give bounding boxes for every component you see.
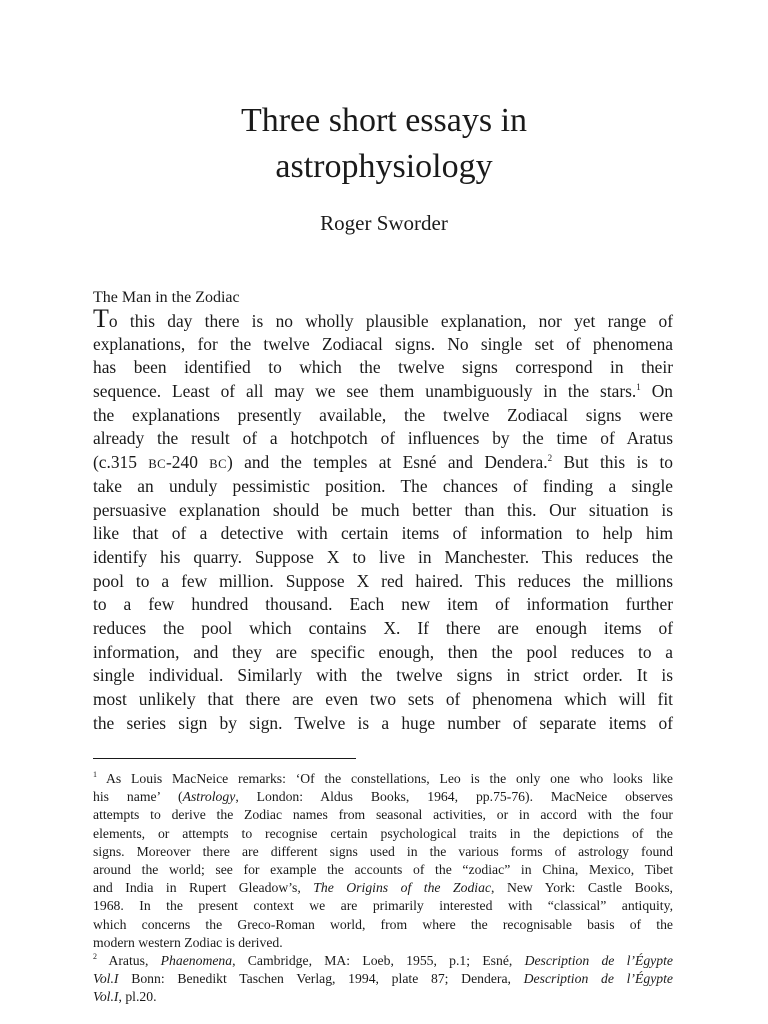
text-line: the series sign by sign. Twelve is a huge number of separate items of xyxy=(93,712,673,733)
footnote-1-line: his name’ (Astrology, London: Aldus Books, 1964, pp.75-76). MacNeice observes xyxy=(93,789,673,805)
footnote-1-line: signs. Moreover there are different signs used in the various forms of astrology found xyxy=(93,843,673,859)
footnote-ref-1[interactable]: 1 xyxy=(636,382,641,393)
footnote-1-line: 1968. In the present context we are primarily interested with “classical” antiquity, xyxy=(93,898,673,914)
text-line: has been identified to which the twelve signs correspond in their xyxy=(93,357,673,378)
footnote-2-line: $^2$ Aratus, Phaenomena, Cambridge, MA: Loeb, 1955, p.1; Esné, Description de l’Égypte xyxy=(93,951,673,968)
footnote-ref-2[interactable]: 2 xyxy=(547,453,553,464)
text-line: sequence. Least of all may we see them unambiguously in the stars.$^1$ On xyxy=(93,381,673,402)
text-line: explanations, for the twelve Zodiacal signs. No single set of phenomena xyxy=(93,333,673,354)
essay-title xyxy=(0,98,768,190)
drop-cap: T xyxy=(93,304,109,333)
text-line: (c.315 BC-240 BC) and the temples at Esné and Dendera.$^2$ But this is to xyxy=(93,452,673,473)
text-line: single individual. Similarly with the twelve signs in strict order. It is xyxy=(93,665,673,686)
title-line-2: astrophysiology xyxy=(275,148,493,185)
footnote-1-line: and India in Rupert Gleadow’s, The Origins of the Zodiac, New York: Castle Books, xyxy=(93,880,673,896)
text-line: take an unduly pessimistic position. The chances of finding a single xyxy=(93,475,673,496)
footnote-2-line: Vol.I Bonn: Benedikt Taschen Verlag, 1994, plate 87; Dendera, Description de l’Égypte xyxy=(93,971,673,987)
title-line-1: Three short essays in xyxy=(240,102,528,139)
text-line: persuasive explanation should be much better than this. Our situation is xyxy=(93,499,673,520)
text-line: information, and they are specific enough, then the pool reduces to a xyxy=(93,641,673,662)
footnote-2-line: Vol.I, pl.20. xyxy=(93,989,157,1005)
footnote-1-line: attempts to derive the Zodiac names from seasonal activities, or in accord with the four xyxy=(93,807,673,823)
text-line: identify his quarry. Suppose X to live in Manchester. This reduces the xyxy=(93,546,673,567)
footnote-1-line: elements, or attempts to recognise certain psychological traits in the depictions of the xyxy=(93,825,673,841)
footnote-1-line: which concerns the Greco-Roman world, from where the recognisable basis of the xyxy=(93,916,673,932)
text-line: reduces the pool which contains X. If there are enough items of xyxy=(93,617,673,638)
footnote-divider xyxy=(93,758,356,759)
text-line: to a few hundred thousand. Each new item of information further xyxy=(93,594,673,615)
text-line: pool to a few million. Suppose X red haired. This reduces the millions xyxy=(93,570,673,591)
footnote-1-line: $^1$ As Louis MacNeice remarks: ‘Of the constellations, Leo is the only one who looks like xyxy=(93,770,673,786)
text-line: most unlikely that there are even two sets of phenomena which will fit xyxy=(93,689,673,709)
footnote-2-marker: 2 xyxy=(93,951,97,961)
text-line: To this day there is no wholly plausible explanation, nor yet range of xyxy=(93,304,673,333)
text-line: already the result of a hotchpotch of influences by the time of Aratus xyxy=(93,428,673,449)
footnotes xyxy=(93,770,673,1006)
text-line: the explanations presently available, the twelve Zodiacal signs were xyxy=(93,404,673,425)
author-name: Roger Sworder xyxy=(320,211,448,235)
text-line: like that of a detective with certain items of information to help him xyxy=(93,523,673,544)
section-heading: The Man in the Zodiac xyxy=(93,289,240,306)
body-paragraph xyxy=(93,304,673,735)
footnote-1-line: around the world; see for example the accounts of the “zodiac” in China, Mexico, Tibet xyxy=(93,861,673,877)
footnote-1-line: modern western Zodiac is derived. xyxy=(93,934,283,950)
footnote-1-marker: 1 xyxy=(93,770,97,779)
